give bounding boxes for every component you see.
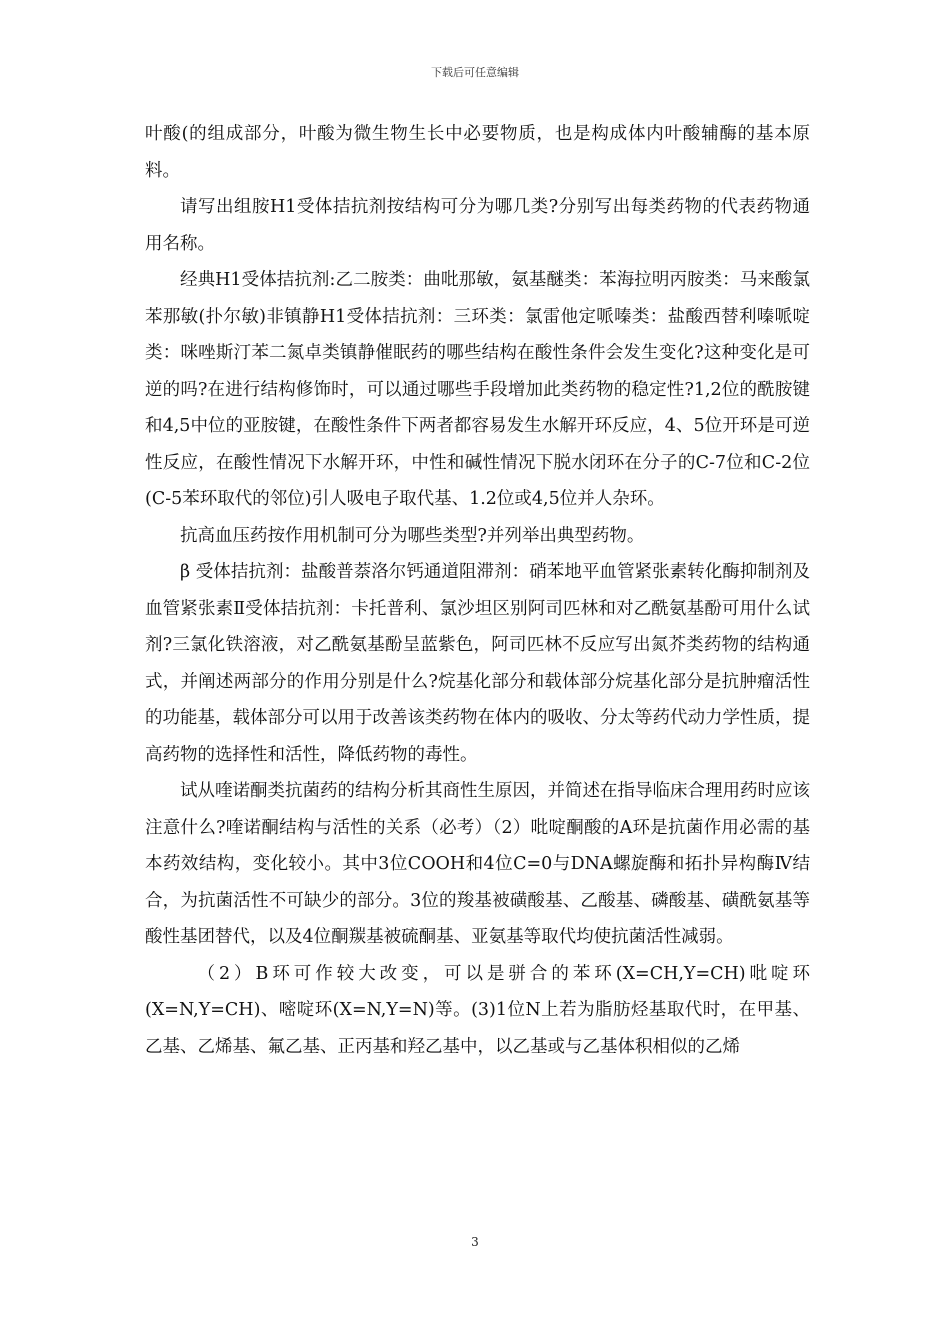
paragraph-b-ring: （2）B环可作较大改变，可以是骈合的苯环(X=CH,Y=CH)吡啶环(X=N,Y=CH)、嘧啶环(X=N,Y=N)等。(3)1位N上若为脂肪烃基取代时，在甲基、乙基、乙烯基、氟乙基、正丙基和羟乙基中，以乙基或与乙基体积相似的乙烯 xyxy=(145,963,810,1057)
paragraph-folic-acid: 叶酸(的组成部分，叶酸为微生物生长中必要物质，也是构成体内叶酸辅酶的基本原料。 xyxy=(145,124,810,181)
paragraph-quinolones: 试从喹诺酮类抗菌药的结构分析其商性生原因，并简述在指导临床合理用药时应该注意什么?喹诺酮结构与活性的关系（必考）（2）吡啶酮酸的A环是抗菌作用必需的基本药效结构，变化较小。其中3位COOH和4位C=0与DNA螺旋酶和拓扑异构酶Ⅳ结合，为抗菌活性不可缺少的部分。3位的羧基被磺酸基、乙酸基、磷酸基、磺酰氨基等酸性基团替代，以及4位酮羰基被硫酮基、亚氨基等取代均使抗菌活性减弱。 xyxy=(145,781,810,947)
paragraph-question-antihypertensives: 抗高血压药按作用机制可分为哪些类型?并列举出典型药物。 xyxy=(180,525,645,546)
paragraph-question-h1-antagonists: 请写出组胺H1受体拮抗剂按结构可分为哪几类?分别写出每类药物的代表药物通用名称。 xyxy=(145,197,810,254)
page-header: 下载后可任意编辑 xyxy=(431,66,519,79)
paragraph-answer-h1-antagonists: 经典H1受体拮抗剂:乙二胺类：曲吡那敏，氨基醚类：苯海拉明丙胺类：马来酸氯苯那敏(扑尔敏)非镇静H1受体拮抗剂：三环类：氯雷他定哌嗪类：盐酸西替利嗪哌啶类：咪唑斯汀苯二氮卓类镇静催眠药的哪些结构在酸性条件会发生变化?这种变化是可逆的吗?在进行结构修饰时，可以通过哪些手段增加此类药物的稳定性?1,2位的酰胺键和4,5中位的亚胺键，在酸性条件下两者都容易发生水解开环反应，4、5位开环是可逆性反应，在酸性情况下水解开环，中性和碱性情况下脱水闭环在分子的C-7位和C-2位(C-5苯环取代的邻位)引人吸电子取代基、1.2位或4,5位并人杂环。 xyxy=(145,270,810,509)
paragraph-answer-antihypertensives: β 受体拮抗剂：盐酸普萘洛尔钙通道阻滞剂：硝苯地平血管紧张素转化酶抑制剂及血管紧张素Ⅱ受体拮抗剂：卡托普利、氯沙坦区别阿司匹林和对乙酰氨基酚可用什么试剂?三氯化铁溶液，对乙酰氨基酚呈蓝紫色，阿司匹林不反应写出氮芥类药物的结构通式，并阐述两部分的作用分别是什么?烷基化部分和载体部分烷基化部分是抗肿瘤活性的功能基，载体部分可以用于改善该类药物在体内的吸收、分太等药代动力学性质，提高药物的选择性和活性，降低药物的毒性。 xyxy=(145,562,810,765)
page-number: 3 xyxy=(471,1235,479,1249)
document-body xyxy=(145,116,810,1065)
